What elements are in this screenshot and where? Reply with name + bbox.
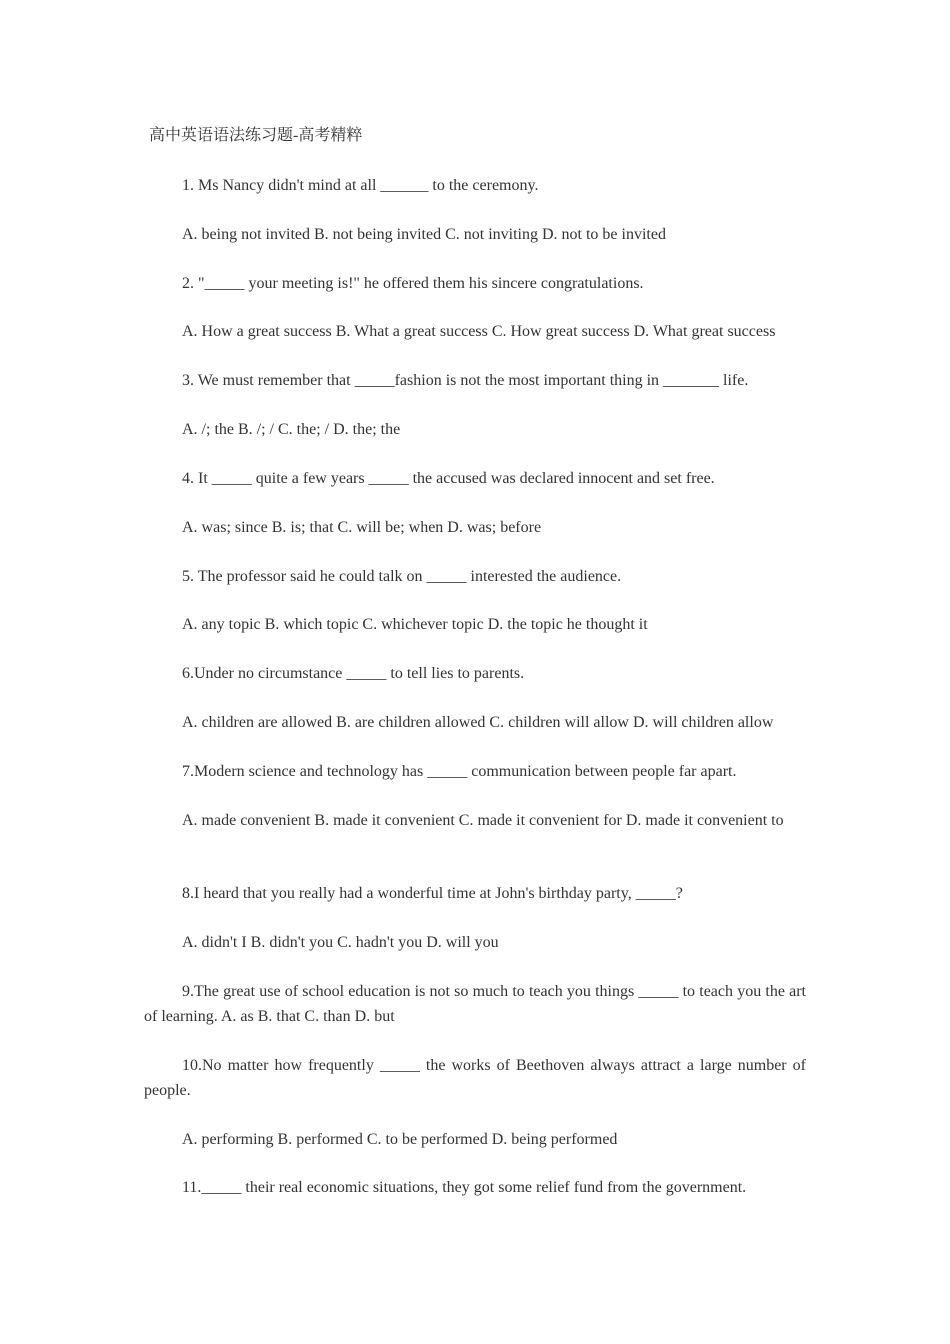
question-3-options: A. /; the B. /; / C. the; / D. the; the [182, 421, 401, 438]
question-8: 8.I heard that you really had a wonderful time at John's birthday party, _____? [182, 885, 683, 902]
question-7-options: A. made convenient B. made it convenient C. made it convenient for D. made it convenient to [182, 812, 784, 829]
question-4-options: A. was; since B. is; that C. will be; when D. was; before [182, 519, 542, 536]
question-6: 6.Under no circumstance _____ to tell lies to parents. [182, 665, 525, 682]
question-2-options: A. How a great success B. What a great success C. How great success D. What great success [182, 323, 776, 340]
question-1-options: A. being not invited B. not being invited C. not inviting D. not to be invited [182, 226, 666, 243]
question-2: 2. "_____ your meeting is!" he offered them his sincere congratulations. [182, 275, 644, 292]
question-1: 1. Ms Nancy didn't mind at all ______ to the ceremony. [182, 177, 539, 194]
document-title: 高中英语语法练习题-高考精粹 [149, 127, 363, 144]
question-4: 4. It _____ quite a few years _____ the accused was declared innocent and set free. [182, 470, 715, 487]
question-10-options: A. performing B. performed C. to be performed D. being performed [182, 1131, 618, 1148]
question-5-options: A. any topic B. which topic C. whichever topic D. the topic he thought it [182, 616, 648, 633]
question-3: 3. We must remember that _____fashion is not the most important thing in _______ life. [182, 372, 749, 389]
question-6-options: A. children are allowed B. are children allowed C. children will allow D. will children allow [182, 714, 774, 731]
question-11: 11._____ their real economic situations, they got some relief fund from the government. [182, 1179, 747, 1196]
question-7: 7.Modern science and technology has _____ communication between people far apart. [182, 763, 737, 780]
question-8-options: A. didn't I B. didn't you C. hadn't you D. will you [182, 934, 499, 951]
question-9: 9.The great use of school education is not so much to teach you things _____ to teach you the art of learning. A. as B. that C. than D. but [144, 983, 806, 1025]
document-page [144, 0, 806, 1344]
question-5: 5. The professor said he could talk on _____ interested the audience. [182, 568, 622, 585]
question-10: 10.No matter how frequently _____ the works of Beethoven always attract a large number of people. [144, 1057, 806, 1099]
